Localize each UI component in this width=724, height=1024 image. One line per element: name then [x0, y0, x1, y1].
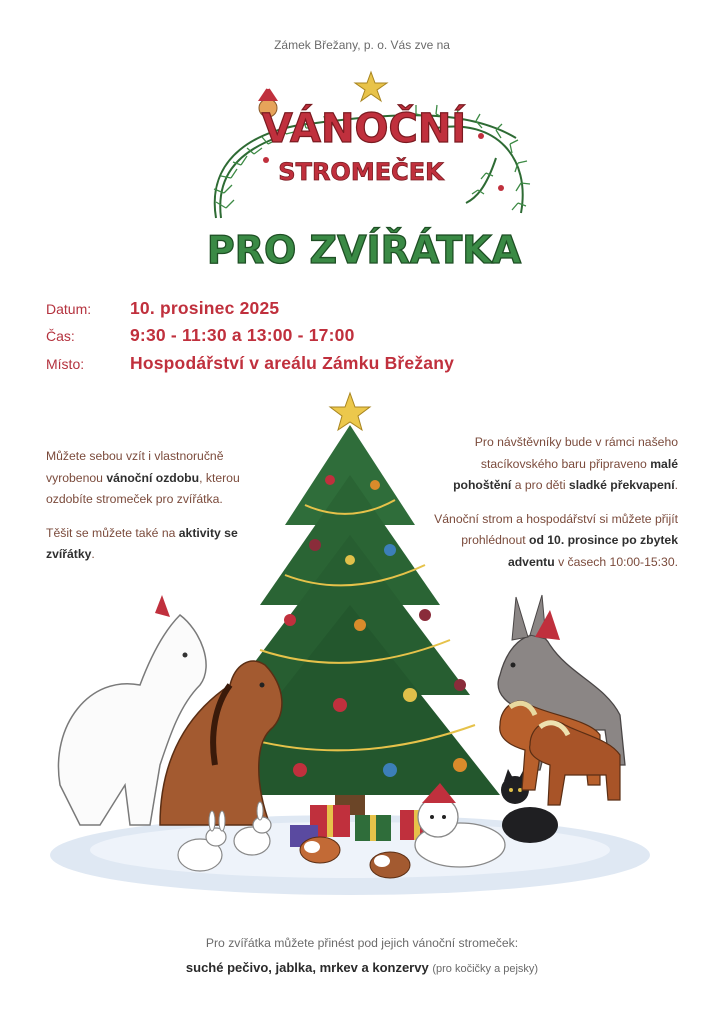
- right-p1-bold-b: sladké překvapení: [568, 478, 675, 492]
- left-p2-bold: aktivity se zvířátky: [46, 525, 238, 561]
- left-p1-text-a: Můžete sebou vzít i vlastnoručně vyrobenou: [46, 449, 224, 485]
- right-paragraph-2: [430, 509, 678, 574]
- right-info-text: [430, 432, 678, 573]
- date-value: 10. prosinec 2025: [130, 298, 280, 318]
- time-row: [46, 325, 355, 346]
- event-title-logo: [196, 68, 536, 278]
- footer-items: [0, 960, 724, 975]
- right-p2-bold: od 10. prosince po zbytek adventu: [507, 533, 678, 569]
- footer-items-note: (pro kočičky a pejsky): [432, 963, 539, 975]
- title-line-3: PRO ZVÍŘÁTKA: [206, 228, 522, 272]
- left-p1-text-c: , kterou ozdobíte stromeček pro zvířátka.: [46, 470, 240, 506]
- right-paragraph-1: [430, 432, 678, 497]
- footer-intro: Pro zvířátka můžete přinést pod jejich vánoční stromeček:: [205, 936, 519, 950]
- left-paragraph-1: [46, 446, 276, 511]
- date-row: [46, 298, 279, 319]
- right-p1-text-e: .: [674, 478, 678, 492]
- time-value: 9:30 - 11:30 a 13:00 - 17:00: [130, 325, 355, 345]
- star-icon: [355, 72, 387, 101]
- right-p2-text-a: Vánoční strom a hospodářství si můžete přijít prohlédnout: [434, 511, 678, 547]
- right-p1-text-c: a pro děti: [511, 478, 569, 492]
- right-p1-text-a: Pro návštěvníky bude v rámci našeho stacíkovského baru připraveno: [474, 435, 678, 471]
- left-paragraph-2: [46, 523, 276, 566]
- place-label: Místo:: [46, 356, 85, 372]
- right-p2-text-c: v časech 10:00-15:30.: [554, 554, 678, 569]
- time-label: Čas:: [46, 328, 75, 344]
- intro-text: Zámek Břežany, p. o. Vás zve na: [274, 38, 450, 52]
- title-line-2: STROMEČEK: [278, 158, 444, 186]
- left-info-text: [46, 446, 276, 566]
- footer-items-list: suché pečivo, jablka, mrkev a konzervy: [185, 960, 429, 975]
- place-row: [46, 353, 454, 374]
- tree-star-icon: [330, 393, 370, 430]
- right-p1-bold-a: malé pohoštění: [453, 456, 678, 492]
- left-p1-bold: vánoční ozdobu: [106, 470, 200, 485]
- left-p2-text-a: Těšit se můžete také na: [46, 525, 179, 540]
- title-line-1: VÁNOČNÍ: [261, 106, 467, 152]
- place-value: Hospodářství v areálu Zámku Břežany: [130, 353, 455, 373]
- left-p2-text-c: .: [91, 547, 95, 561]
- date-label: Datum:: [46, 301, 92, 317]
